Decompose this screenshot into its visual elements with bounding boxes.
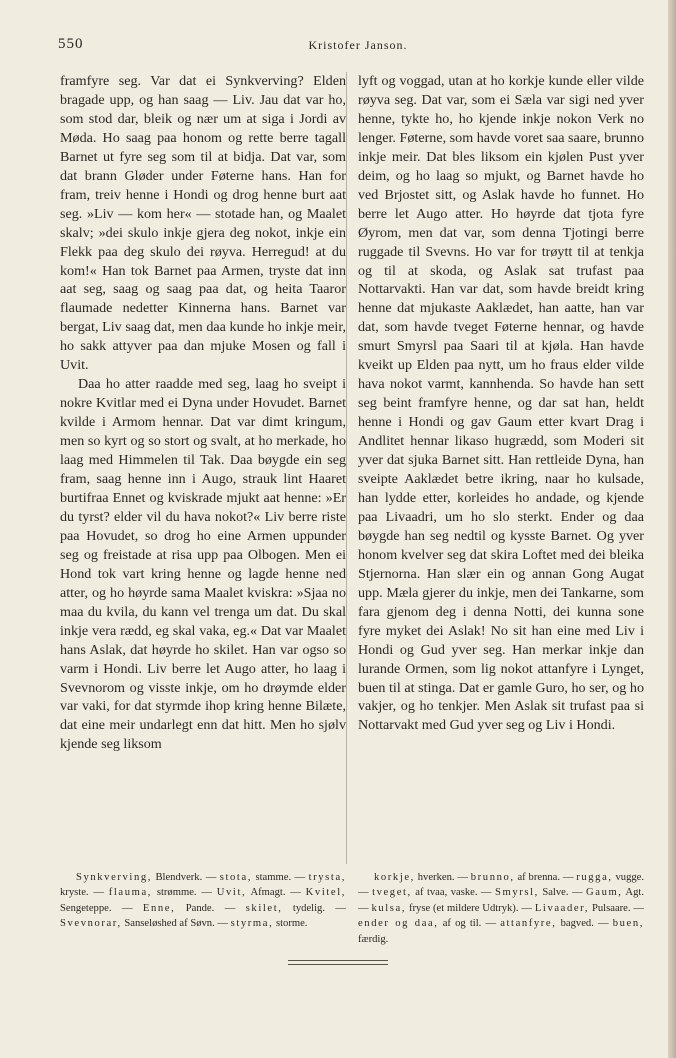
- footnote-term: skilet,: [245, 902, 283, 914]
- footnote-gloss: fryse (et mildere Udtryk). —: [406, 902, 535, 914]
- footnote-gloss: Pande. —: [175, 902, 246, 914]
- footnote-gloss: Afmagt. —: [246, 887, 306, 899]
- footnote-term: attanfyre,: [500, 918, 557, 930]
- footnote-gloss: strømme. —: [152, 887, 217, 899]
- paragraph: lyft og voggad, utan at ho korkje kunde eller vilde røyva seg. Dat var, som ei Sæla var sigi ned yver henne, tykte ho, ho kjende inkje nokon Verk no lenger. Føterne, som havde voret saa saare, brunno inkje meir. Dat bles liksom ein kjølen Pust yver deim, og ho laag so mjukt, og Barnet havde ho ved Brjostet sitt, og Aslak havde ho funnet. Ho berre let Augo atter. Ho høyrde dat tjota fyre Øyrom, men dat var, som denna Tjotingi berre ruggade til Svevns. Ho var for trøytt til at tenkja og til at skoda, og Aslak sat trufast paa Nottarvakti. Han var dat, som havde breidt kring henne dat mjukaste Aaklædet, han aatte, han var dat, som havde tveget Føterne hennar, og havde smurt Smyrsl paa Saari til at kjøla. Han havde kveikt up Elden paa nytt, um ho fraus elder vilde hava nokot varmt, kannhenda. So havde han sett seg beint framfyre henne, og dar sat han, heldt henne i Hondi og gav Gaum etter kvart Drag i Andlitet hennar likaso hugrædd, som Moderi sit yver dat sjuka Barnet sitt. Han rettleide Dyna, han sveipte Aaklædet betre ikring, naar ho kulsade, han lydde etter, korleides ho andade, og kjende paa Livaadri, um ho slo sterkt. Ender og daa bøygde han seg nedtil og kysste Barnet. Og yver honom kvelver seg dat skira Loftet med dei bleika Stjernorna. Han slær ein og annan Gong Augat upp. Mæla gjerer du inkje, men dei Tankarne, som fara gjenom deg i denna Notti, dei kunna sone fyre myket dei Aslak! No sit han eine med Liv i Hondi og Gud yver seg. Han merkar inkje dan lurande Ormen, som lig nokot attanfyre i Lynget, buen til at stinga. Dat er gamle Guro, ho ser, og ho vakjer, og ho tenkjer. Men Aslak sit trufast paa si Nottarvakt med Gud yver seg og Liv i Hondi.: [358, 73, 644, 734]
- footnote-term: Smyrsl,: [494, 887, 539, 899]
- footnote-term: Enne,: [142, 902, 176, 914]
- footnote-gloss: hverken. —: [414, 872, 471, 883]
- page-edge: [668, 0, 676, 1058]
- footnote-term: stota,: [219, 872, 253, 883]
- footnotes-left: [60, 870, 346, 932]
- footnote-gloss: Sanseløshed af Søvn. —: [121, 918, 231, 930]
- footnote-gloss: Agt. —: [358, 887, 644, 914]
- page-header: [58, 36, 658, 58]
- footnote-gloss: storme.: [273, 918, 308, 930]
- footnotes-right: [358, 870, 644, 947]
- footnote-gloss: Salve. —: [538, 887, 587, 899]
- footnote-term: flauma,: [108, 887, 153, 899]
- footnote-term: kulsa,: [371, 902, 407, 914]
- footnote-gloss: af og til. —: [438, 918, 501, 930]
- footnote-term: rugga,: [576, 872, 613, 883]
- end-rule: [288, 960, 388, 961]
- footnote-gloss: tydelig. —: [282, 902, 347, 914]
- footnote-gloss: kryste. —: [60, 887, 109, 899]
- paragraph: framfyre seg. Var dat ei Synkverving? Elden bragade upp, og han saag — Liv. Jau dat var ho, som stod dar, bleik og nær um at siga i Jordi av Møda. Ho saag paa honom og rette berre tagall Barnet ut fyre seg som til at bidja. Dat var, som dat brann Gløder under Føterne hans. Han for fram, treiv henne i Hondi og drog henne burt aat seg. »Liv — kom her« — stotade han, og Maalet skalv; »dei skulo inkje gjera deg nokot, inkje ein Flekk paa deg skulo dei røyva. Herregud! at du kom!« Han tok Barnet paa Armen, tryste dat inn aat seg, saag og saag paa dat, og heita Taaror flaumade nedetter Kinnerna hans. Barnet var bergat, Liv saag dat, men daa kunde ho inkje meir, ho sakk attyver paa dan mjuke Mosen og fall i Uvit.: [60, 73, 346, 374]
- footnote-gloss: færdig.: [358, 933, 389, 945]
- column-divider: [346, 72, 347, 864]
- text-column-right: [358, 72, 644, 735]
- footnote-block: [60, 870, 346, 932]
- running-title: Kristofer Janson.: [308, 38, 408, 52]
- footnote-term: styrma,: [230, 918, 274, 930]
- paragraph: Daa ho atter raadde med seg, laag ho sveipt i nokre Kvitlar med ei Dyna under Hovudet. Barnet kvilde i Armom hennar. Dat var dimt kringum, men so kyrt og so stort og svalt, at ho merkade, ho laag med Himmelen til Tak. Daa bøygde ein seg fram, saag henne inn i Augo, strauk lint Haaret burtifraa Ennet og kviskrade mjukt aat henne: »Er du tyrst? elder vil du hava nokot?« Liv berre riste paa Hovudet, so drog ho eine Armen uppunder seg og freistade at risa upp paa Olbogen. Men ei Hond tok vart kring henne og lagde henne ned atter, og ho høyrde sama Maalet kviskra: »Sjaa no maa du kvila, du kann vel trenga um dat. Du skal inkje vera rædd, eg skal vaka, eg.« Dat var Maalet hans Aslak, dat høyrde ho skilet. Han var ogso so varm i Hondi. Liv berre let Augo atter, ho laag i Svevnorom og visste inkje, om ho drøymde elder var vaki, for dat styrmde ihop kring henne Bilæte, dat eine meir undarlegt enn dat hitt. Men ho sjølv kjende seg liksom: [60, 376, 346, 753]
- footnote-term: buen,: [612, 918, 644, 930]
- footnote-term: Synkverving,: [76, 872, 152, 883]
- footnote-term: Kvitel,: [305, 887, 346, 899]
- footnote-gloss: vugge. —: [358, 872, 645, 899]
- footnote-term: Uvit,: [216, 887, 247, 899]
- footnote-block: [358, 870, 644, 947]
- footnote-term: Gaum,: [586, 887, 623, 899]
- footnote-gloss: Sengeteppe. —: [60, 902, 143, 914]
- footnote-term: Livaader,: [534, 902, 590, 914]
- footnote-term: brunno,: [470, 872, 515, 883]
- footnote-term: korkje,: [374, 872, 415, 883]
- footnote-gloss: bagved. —: [556, 918, 613, 930]
- page-number: 550: [58, 36, 84, 52]
- footnote-gloss: Pulsaare. —: [589, 902, 644, 914]
- footnote-gloss: stamme. —: [252, 872, 309, 883]
- footnote-gloss: Blendverk. —: [152, 872, 220, 883]
- footnote-term: Svevnorar,: [60, 918, 122, 930]
- footnote-term: trysta,: [308, 872, 346, 883]
- footnote-term: ender og daa,: [358, 918, 439, 930]
- footnote-gloss: af tvaa, vaske. —: [411, 887, 495, 899]
- footnote-term: tveget,: [372, 887, 412, 899]
- footnote-gloss: af brenna. —: [514, 872, 577, 883]
- text-column-left: [60, 72, 346, 754]
- end-rule: [288, 964, 388, 965]
